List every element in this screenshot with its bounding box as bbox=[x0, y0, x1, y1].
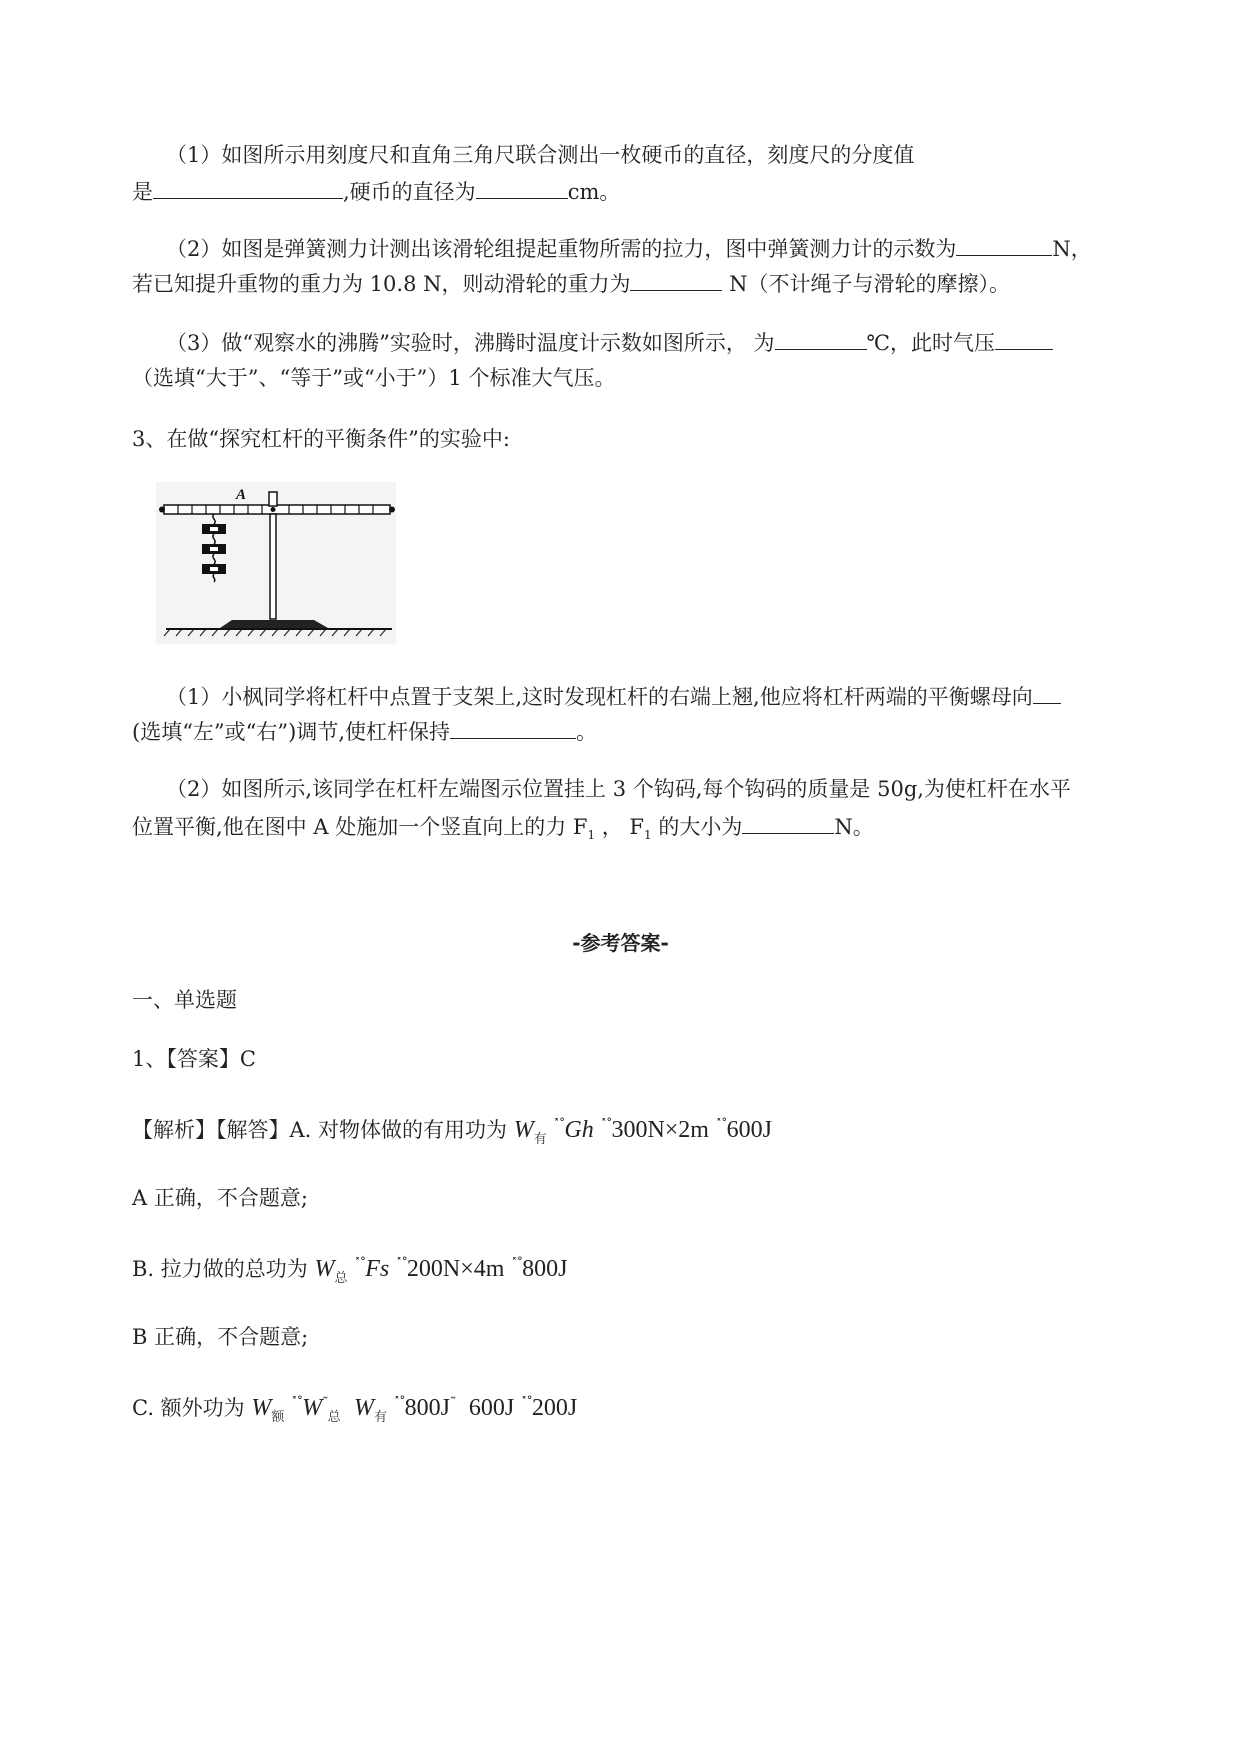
blank-lever-state[interactable] bbox=[450, 716, 576, 739]
analysis-c: C. 额外功为 $W_额$ $^{˟˚}W^˜_总$ $W_有$ ˟˚800J˜ 600J ˟˚200J bbox=[132, 1395, 578, 1425]
blank-coin-diameter[interactable] bbox=[476, 176, 568, 199]
lever-figure bbox=[156, 482, 396, 644]
q3-p2-line1: （2）如图所示,该同学在杠杆左端图示位置挂上 3 个钩码,每个钩码的质量是 50g,为使杠杆在水平 bbox=[166, 777, 1071, 801]
q2-p1-line2: 是 ,硬币的直径为 cm。 bbox=[132, 176, 620, 207]
section-heading: 一、单选题 bbox=[132, 988, 237, 1012]
blank-scale-division[interactable] bbox=[153, 176, 343, 199]
hook-weights bbox=[202, 514, 226, 582]
blank-direction[interactable] bbox=[1033, 681, 1061, 704]
blank-force-value[interactable] bbox=[742, 811, 834, 834]
q3-heading: 3、在做“探究杠杆的平衡条件”的实验中: bbox=[132, 427, 510, 451]
blank-pulley-weight[interactable] bbox=[630, 268, 722, 291]
analysis-b: B. 拉力做的总功为 $W_总$ ˟˚Fs ˟˚200N×4m ˟˚800J bbox=[132, 1256, 568, 1286]
q2-p3-line1: （3）做“观察水的沸腾”实验时，沸腾时温度计示数如图所示， 为 ℃，此时气压 bbox=[166, 327, 1053, 358]
answer-1: 1、【答案】C bbox=[132, 1047, 256, 1071]
q2-p1-line1: （1）如图所示用刻度尺和直角三角尺联合测出一枚硬币的直径，刻度尺的分度值 bbox=[166, 143, 915, 167]
q3-p2-line2: 位置平衡,他在图中 A 处施加一个竖直向上的力 $F_1$ ， $F_1$ 的大小为 N。 bbox=[132, 811, 874, 850]
blank-temperature[interactable] bbox=[775, 327, 867, 350]
answer-title: -参考答案- bbox=[572, 931, 669, 955]
q2-p2-line2: 若已知提升重物的重力为 10.8 N，则动滑轮的重力为 N（不计绳子与滑轮的摩擦）。 bbox=[132, 268, 1010, 299]
point-a-label: A bbox=[236, 487, 247, 503]
analysis-a: 【解析】【解答】A. 对物体做的有用功为 $W_有$ ˟˚Gh ˟˚300N×2m ˟˚600J bbox=[132, 1117, 773, 1147]
q3-p1-line2: (选填“左”或“右”)调节,使杠杆保持 。 bbox=[132, 716, 597, 747]
blank-spring-reading[interactable] bbox=[956, 233, 1052, 256]
blank-pressure[interactable] bbox=[995, 327, 1053, 350]
conclusion-b: B 正确，不合题意; bbox=[132, 1325, 309, 1349]
conclusion-a: A 正确，不合题意; bbox=[132, 1186, 308, 1210]
q3-p1-line1: （1）小枫同学将杠杆中点置于支架上,这时发现杠杆的右端上翘,他应将杠杆两端的平衡螺母向 bbox=[166, 681, 1061, 712]
q2-p2-line1: （2）如图是弹簧测力计测出该滑轮组提起重物所需的拉力，图中弹簧测力计的示数为 N， bbox=[166, 233, 1092, 264]
q2-p3-line2: （选填“大于”、“等于”或“小于”）1 个标准大气压。 bbox=[132, 366, 616, 390]
